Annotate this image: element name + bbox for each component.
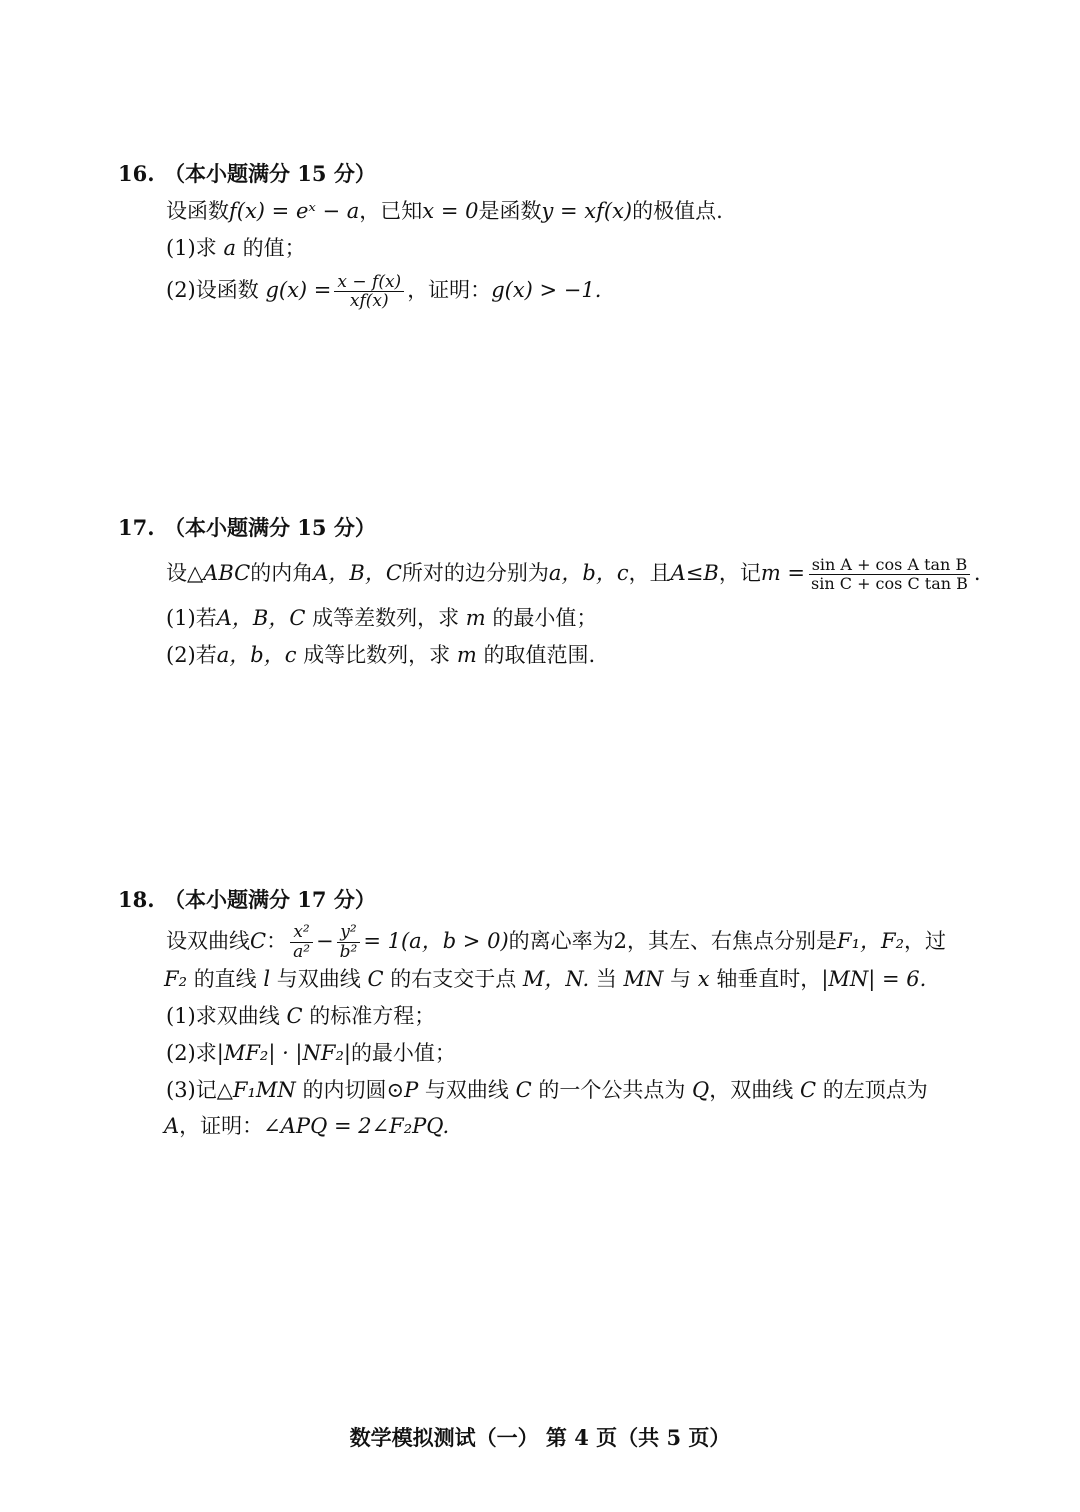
text: ，已知 (359, 198, 423, 223)
text: 与双曲线 (424, 1077, 509, 1102)
math: Q (692, 1077, 710, 1102)
text: ： (266, 928, 288, 953)
text: ，证明： (407, 278, 492, 303)
text: 成等差数列，求 (312, 606, 460, 631)
question-17-stem (118, 555, 981, 593)
text: 的最小值； (492, 606, 598, 631)
text: (2)若 (166, 643, 217, 668)
text: ，证明： (179, 1114, 264, 1139)
text: 所对的边分别为 (401, 560, 549, 585)
numerator: y² (337, 923, 359, 943)
math: C (286, 1004, 303, 1029)
numerator: x − f(x) (334, 273, 404, 293)
page-footer: 数学模拟测试（一） 第 4 页（共 5 页） (349, 1425, 731, 1450)
math: A (164, 1114, 180, 1139)
score-note: （本小题满分 15 分） (164, 515, 376, 540)
question-number: 16. (118, 161, 155, 186)
math: l (263, 967, 271, 992)
denominator: b² (339, 941, 358, 962)
question-number: 17. (118, 515, 155, 540)
text: 设双曲线 (166, 928, 250, 953)
text: 的直线 (193, 967, 257, 992)
text: 的最小值； (350, 1040, 456, 1065)
text: 是函数 (478, 198, 542, 223)
denominator: a² (293, 941, 311, 962)
fraction (334, 273, 404, 311)
math: |MF₂| · |NF₂| (216, 1040, 351, 1065)
numerator: sin A + cos A tan B (809, 556, 971, 575)
question-18-part-3 (118, 1072, 978, 1109)
text: (1)若 (166, 606, 217, 631)
text: 的离心率为2，其左、右焦点分别是 (508, 928, 838, 953)
math: m (456, 643, 477, 668)
text: (3)记△ (166, 1077, 233, 1102)
question-18-part-1 (118, 998, 978, 1035)
text: 轴垂直时， (716, 967, 822, 992)
math: x = 0 (422, 198, 479, 223)
math: |MN| = 6. (821, 967, 927, 992)
math: C (250, 928, 267, 953)
question-18-stem-line-2 (118, 961, 978, 998)
text: ，双曲线 (709, 1077, 794, 1102)
denominator: sin C + cos C tan B (811, 573, 968, 593)
fraction (290, 923, 313, 961)
text: 当 (595, 967, 617, 992)
denominator: xf(x) (349, 291, 389, 312)
math: A，B，C (216, 606, 306, 631)
fraction (337, 923, 361, 961)
text: 的内切圆⊙ (302, 1077, 405, 1102)
question-16 (118, 156, 978, 311)
text: 与 (670, 967, 692, 992)
text: (2)求 (166, 1040, 217, 1065)
text: (1)求 (166, 235, 217, 260)
question-17 (118, 510, 981, 674)
question-16-stem (118, 193, 978, 230)
question-17-part-1 (118, 600, 978, 637)
math: P (404, 1077, 419, 1102)
text: (1)求双曲线 (166, 1004, 280, 1029)
question-18 (118, 882, 978, 1145)
text: . (973, 560, 981, 585)
math: F₂ (164, 967, 187, 992)
text: 成等比数列，求 (303, 643, 451, 668)
text: 的取值范围. (483, 643, 596, 668)
text: (2)设函数 (166, 278, 259, 303)
math: a，b，c (548, 560, 629, 585)
text: ，且 (628, 560, 671, 585)
question-17-header (118, 510, 978, 547)
text: 的极值点. (632, 198, 723, 223)
question-16-part-2 (118, 272, 978, 311)
score-note: （本小题满分 15 分） (164, 161, 376, 186)
math: f(x) = eˣ − a (229, 198, 360, 223)
math: g(x) = (265, 278, 332, 303)
text: 设函数 (166, 198, 229, 223)
math: F₁，F₂ (837, 928, 904, 953)
score-note: （本小题满分 17 分） (164, 887, 376, 912)
math: ABC (203, 560, 251, 585)
text: ，记 (718, 560, 761, 585)
text: 的标准方程； (309, 1004, 436, 1029)
math: y = xf(x) (541, 198, 633, 223)
question-17-part-2 (118, 637, 978, 674)
question-18-part-2 (118, 1035, 978, 1072)
text: 的内角 (250, 560, 314, 585)
fraction (808, 556, 971, 592)
math: F₁MN (232, 1077, 296, 1102)
math: a (223, 235, 236, 260)
math: A，B，C (313, 560, 402, 585)
math: m = (760, 560, 806, 585)
text: 设△ (166, 560, 204, 585)
math: = 1(a，b > 0) (363, 928, 509, 953)
text: 与双曲线 (276, 967, 361, 992)
math: a，b，c (216, 643, 297, 668)
math: − (316, 928, 334, 953)
text: ，过 (904, 928, 946, 953)
math: A≤B (670, 560, 719, 585)
math: C (799, 1077, 817, 1102)
question-16-header (118, 156, 978, 193)
question-18-header (118, 882, 978, 919)
math: C (367, 967, 384, 992)
math: m (465, 606, 486, 631)
question-16-part-1 (118, 230, 978, 267)
text: 的值； (242, 235, 306, 260)
math: ∠APQ = 2∠F₂PQ. (263, 1114, 450, 1139)
numerator: x² (290, 923, 312, 943)
text: 的左顶点为 (822, 1077, 928, 1102)
math: g(x) > −1. (491, 278, 602, 303)
text: 的一个公共点为 (538, 1077, 686, 1102)
text: 的右支交于点 (390, 967, 517, 992)
question-18-part-3-cont (118, 1108, 978, 1145)
math: M，N. (522, 967, 590, 992)
math: MN (623, 967, 664, 992)
math: x (697, 967, 710, 992)
question-number: 18. (118, 887, 155, 912)
math: C (515, 1077, 532, 1102)
question-18-stem-line-1 (118, 923, 978, 962)
